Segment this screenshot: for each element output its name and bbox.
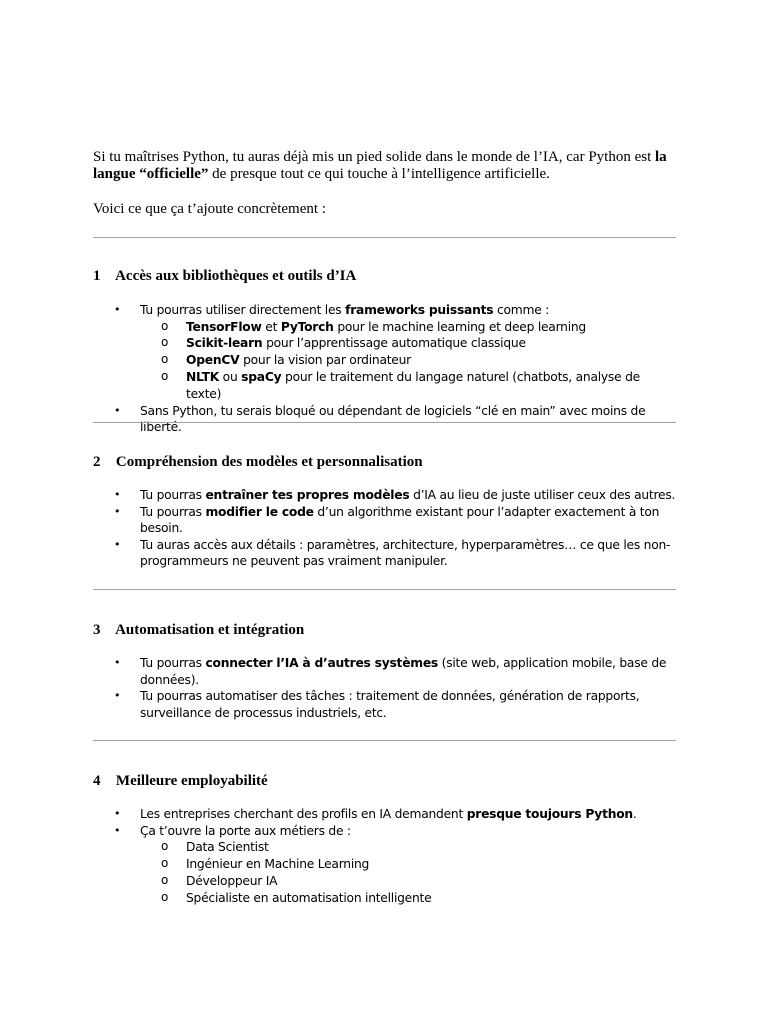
section-2-list bbox=[93, 487, 678, 570]
list-item-text: pour la vision par ordinateur bbox=[239, 353, 411, 368]
job-list-item bbox=[93, 856, 678, 873]
list-item bbox=[93, 537, 678, 570]
section-4-list bbox=[93, 806, 678, 906]
list-item-bold: entraîner tes propres modèles bbox=[205, 488, 410, 502]
list-item bbox=[93, 806, 678, 823]
list-item-bold: Scikit-learn bbox=[186, 336, 263, 351]
divider bbox=[93, 422, 676, 423]
job-title: Développeur IA bbox=[186, 873, 278, 888]
intro-paragraph-2: Voici ce que ça t’ajoute concrètement : bbox=[93, 201, 326, 217]
list-item-text: Tu pourras bbox=[140, 488, 206, 502]
list-item-text: Tu pourras utiliser directement les bbox=[140, 303, 346, 317]
list-item-text: Tu pourras bbox=[140, 656, 206, 670]
list-item-text: ou bbox=[219, 369, 242, 384]
sub-bullet-icon: o bbox=[161, 889, 169, 904]
list-item-text: . bbox=[632, 807, 637, 821]
list-item-text: Tu pourras bbox=[140, 504, 206, 519]
list-item-text: d’IA au lieu de juste utiliser ceux des autres. bbox=[409, 488, 676, 502]
bullet-icon: • bbox=[114, 303, 121, 316]
list-item-bold: frameworks puissants bbox=[345, 303, 494, 317]
list-item-bold: OpenCV bbox=[186, 353, 240, 368]
list-item-text: Ça t’ouvre la porte aux métiers de : bbox=[140, 823, 351, 838]
sub-bullet-icon: o bbox=[161, 839, 169, 854]
section-1-heading: 1⃣ Accès aux bibliothèques et outils d’IA bbox=[93, 268, 357, 284]
sub-list-item bbox=[93, 369, 678, 403]
sub-list-item bbox=[93, 335, 678, 352]
list-item-bold: modifier le code bbox=[205, 504, 314, 519]
sub-bullet-icon: o bbox=[161, 872, 169, 887]
list-item bbox=[93, 487, 678, 504]
list-item-text: d’un algorithme existant pour l’adapter exactement à ton besoin. bbox=[140, 504, 660, 536]
list-item-bold: connecter l’IA à d’autres systèmes bbox=[205, 656, 439, 670]
section-3-heading: 3⃣ Automatisation et intégration bbox=[93, 622, 305, 638]
sub-bullet-icon: o bbox=[161, 368, 169, 383]
sub-bullet-icon: o bbox=[161, 335, 169, 350]
intro-text-end: de presque tout ce qui touche à l’intelligence artificielle. bbox=[208, 166, 550, 182]
section-4-heading: 4⃣ Meilleure employabilité bbox=[93, 773, 268, 789]
sub-bullet-icon: o bbox=[161, 855, 169, 870]
sub-bullet-icon: o bbox=[161, 318, 169, 333]
job-title: Ingénieur en Machine Learning bbox=[186, 856, 370, 871]
list-item-text: (site web, application mobile, base de données). bbox=[140, 656, 667, 687]
section-2-heading: 2⃣ Compréhension des modèles et personnalisation bbox=[93, 454, 423, 470]
intro-text: Si tu maîtrises Python, tu auras déjà mis un pied solide dans le monde de l’IA, car Python est bbox=[93, 149, 655, 165]
bullet-icon: • bbox=[114, 537, 121, 551]
list-item-text: Tu auras accès aux détails : paramètres, architecture, hyperparamètres… ce que les non-programmeurs ne peuvent pas vraiment manipuler. bbox=[140, 537, 671, 569]
list-item bbox=[93, 302, 678, 319]
job-list-item bbox=[93, 839, 678, 856]
divider bbox=[93, 237, 676, 238]
bullet-icon: • bbox=[114, 504, 121, 518]
bullet-icon: • bbox=[114, 656, 121, 669]
list-item bbox=[93, 823, 678, 840]
list-item-text: Tu pourras automatiser des tâches : traitement de données, génération de rapports, surveillance de processus industriels, etc. bbox=[140, 689, 640, 720]
intro-bold-text: la langue “officielle” bbox=[93, 149, 667, 182]
list-item-text: et bbox=[261, 319, 281, 334]
list-item-bold: PyTorch bbox=[280, 319, 334, 334]
bullet-icon: • bbox=[114, 689, 121, 703]
sub-list-item bbox=[93, 352, 678, 369]
job-list-item bbox=[93, 890, 678, 907]
job-list-item bbox=[93, 873, 678, 890]
bullet-icon: • bbox=[114, 488, 121, 501]
list-item-text: Les entreprises cherchant des profils en IA demandent bbox=[140, 807, 467, 821]
job-title: Spécialiste en automatisation intelligente bbox=[186, 890, 432, 905]
intro-paragraph bbox=[93, 149, 678, 183]
section-3-list bbox=[93, 655, 678, 721]
list-item-text: Sans Python, tu serais bloqué ou dépendant de logiciels “clé en main” avec moins de liberté. bbox=[140, 403, 646, 435]
divider bbox=[93, 740, 676, 741]
list-item bbox=[93, 403, 678, 436]
list-item bbox=[93, 688, 678, 721]
bullet-icon: • bbox=[114, 403, 121, 417]
list-item bbox=[93, 655, 678, 688]
job-title: Data Scientist bbox=[186, 840, 269, 855]
list-item bbox=[93, 504, 678, 537]
divider bbox=[93, 589, 676, 590]
bullet-icon: • bbox=[114, 807, 121, 820]
list-item-text: pour le machine learning et deep learning bbox=[333, 319, 586, 334]
bullet-icon: • bbox=[114, 823, 121, 837]
sub-list-item bbox=[93, 319, 678, 336]
sub-bullet-icon: o bbox=[161, 352, 169, 367]
list-item-bold: NLTK bbox=[186, 369, 220, 384]
list-item-bold: spaCy bbox=[241, 369, 282, 384]
list-item-text: pour le traitement du langage naturel (chatbots, analyse de texte) bbox=[186, 369, 640, 401]
list-item-bold: TensorFlow bbox=[186, 319, 262, 334]
list-item-bold: presque toujours Python bbox=[466, 807, 633, 821]
list-item-text: pour l’apprentissage automatique classique bbox=[262, 336, 526, 351]
list-item-text: comme : bbox=[493, 303, 550, 317]
section-1-list bbox=[93, 302, 678, 436]
